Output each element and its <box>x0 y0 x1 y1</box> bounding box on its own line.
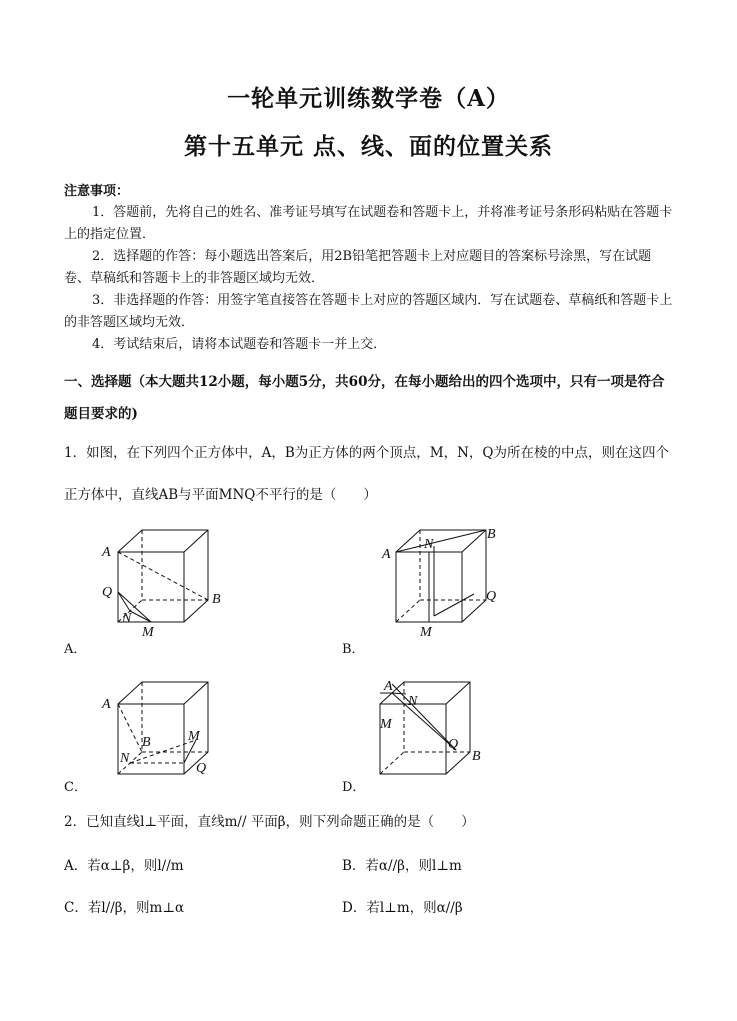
label-q: Q <box>486 589 497 604</box>
label-b: B <box>472 749 481 764</box>
cube-figure-a <box>90 518 250 643</box>
notice-item-1: 1．答题前，先将自己的姓名、准考证号填写在试题卷和答题卡上，并将准考证号条形码粘贴在答题卡上的指定位置． <box>64 205 673 242</box>
page-subtitle: 第十五单元 点、线、面的位置关系 <box>183 133 553 160</box>
label-a: A <box>102 697 111 712</box>
figure-d-label: D． <box>342 780 366 795</box>
label-q: Q <box>196 761 207 776</box>
cube-figure-c <box>90 670 250 788</box>
q2-option-b: B．若α//β，则l⊥m <box>342 858 462 874</box>
label-b: B <box>142 735 151 750</box>
section-heading: 一、选择题（本大题共12小题，每小题5分，共60分，在每小题给出的四个选项中，只有一项是符合题目要求的) <box>64 374 665 422</box>
q2-option-a: A．若α⊥β，则l//m <box>64 858 184 874</box>
figure-c-label: C． <box>64 780 87 795</box>
label-m: M <box>142 625 154 640</box>
label-n: N <box>120 751 130 766</box>
label-b: B <box>487 527 496 542</box>
label-n: N <box>122 611 132 626</box>
label-m: M <box>188 729 200 744</box>
notice-item-4: 4．考试结束后，请将本试题卷和答题卡一并上交． <box>92 337 387 352</box>
figure-b-label: B． <box>342 642 365 657</box>
page-title: 一轮单元训练数学卷（A） <box>227 85 510 112</box>
label-q: Q <box>102 585 113 600</box>
label-m: M <box>420 625 432 640</box>
label-m: M <box>380 717 392 732</box>
cube-figure-b <box>370 518 530 643</box>
label-n: N <box>424 537 434 552</box>
cube-figure-d <box>370 670 530 788</box>
label-a: A <box>384 679 393 694</box>
q2-option-c: C．若l//β，则m⊥α <box>64 900 185 916</box>
label-n: N <box>408 694 418 709</box>
label-b: B <box>212 592 221 607</box>
notice-item-3: 3．非选择题的作答：用签字笔直接答在答题卡上对应的答题区域内．写在试题卷、草稿纸和答题卡上的非答题区域均无效． <box>64 293 673 330</box>
label-q: Q <box>448 737 459 752</box>
question-1-stem: 1．如图，在下列四个正方体中，A，B为正方体的两个顶点，M，N，Q为所在棱的中点，则在这四个正方体中，直线AB与平面MNQ不平行的是（ ） <box>64 445 669 503</box>
question-2-stem: 2．已知直线l⊥平面，直线m// 平面β，则下列命题正确的是（ ） <box>64 814 475 830</box>
label-a: A <box>102 545 111 560</box>
q2-option-d: D．若l⊥m，则α//β <box>342 900 463 916</box>
notice-heading: 注意事项： <box>64 184 130 199</box>
label-a: A <box>382 547 391 562</box>
figure-a-label: A． <box>64 642 87 657</box>
notice-item-2: 2．选择题的作答：每小题选出答案后，用2B铅笔把答题卡上对应题目的答案标号涂黑，写在试题卷、草稿纸和答题卡上的非答题区域均无效． <box>64 249 652 286</box>
